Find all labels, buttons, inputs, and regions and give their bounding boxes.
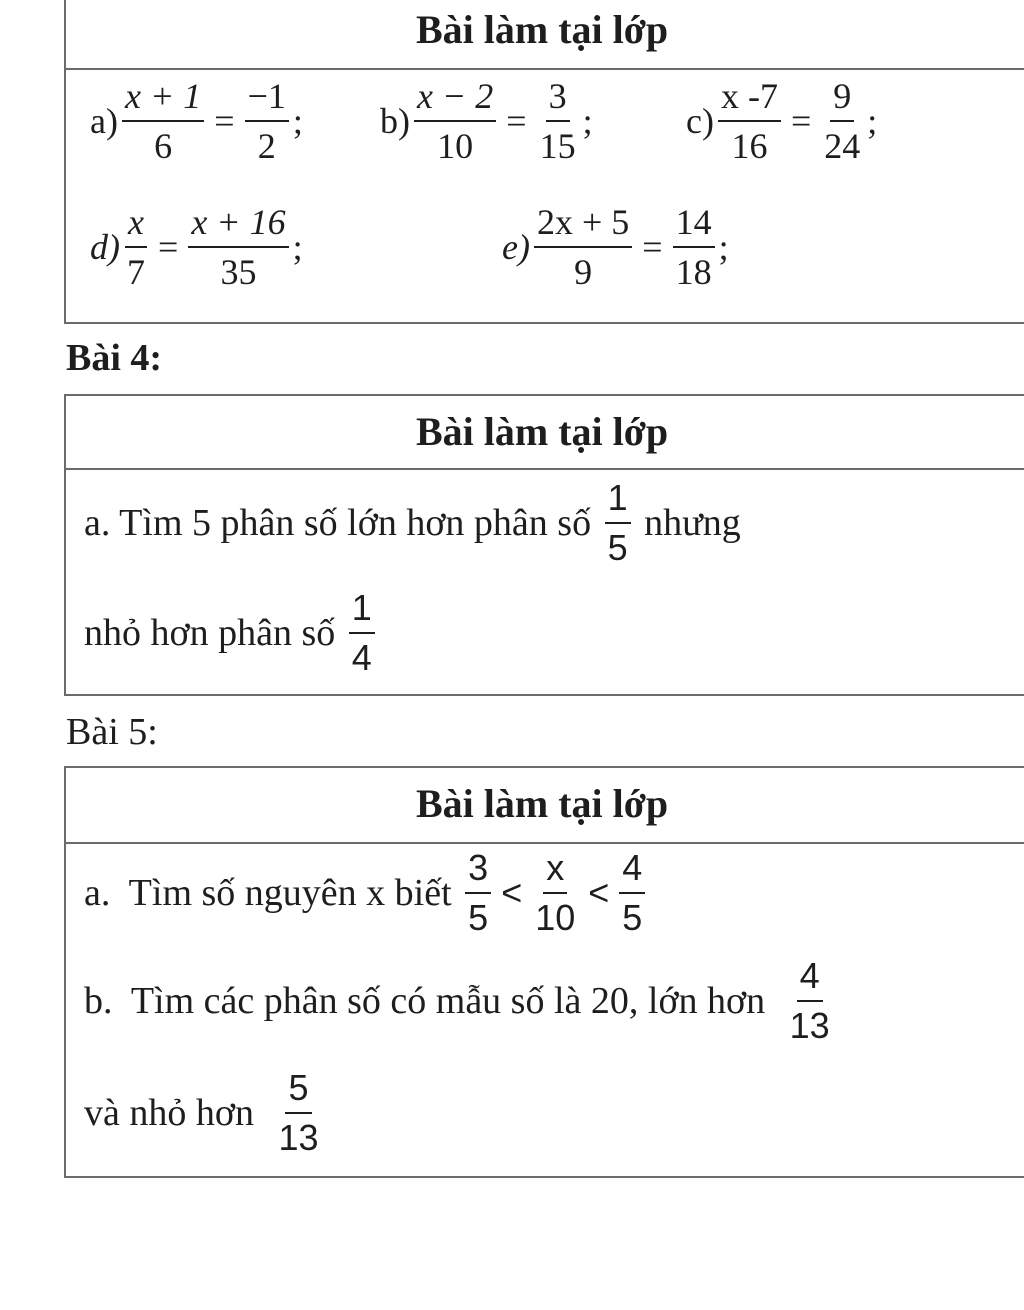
equals-sign: = (506, 101, 527, 141)
fraction (787, 955, 833, 1046)
denominator: 5 (607, 527, 628, 568)
equation-d (90, 204, 303, 290)
problem-text: a. Tìm số nguyên x biết (84, 872, 462, 914)
denominator: 5 (468, 897, 489, 938)
denominator: 2 (257, 126, 276, 166)
semicolon: ; (718, 227, 729, 267)
numerator: 1 (605, 480, 631, 524)
denominator: 24 (824, 126, 861, 166)
numerator: x + 1 (122, 78, 204, 122)
problem-text: nhưng (634, 502, 741, 544)
equation-a (90, 78, 303, 164)
denominator: 13 (278, 1117, 319, 1158)
numerator: x -7 (718, 78, 781, 122)
fraction (718, 78, 781, 164)
numerator: 3 (546, 78, 570, 122)
equation-e (502, 204, 729, 290)
equation-c (686, 78, 877, 164)
fraction (275, 1067, 321, 1158)
denominator: 10 (535, 897, 576, 938)
equation-label: a) (90, 101, 118, 141)
semicolon: ; (867, 101, 878, 141)
fraction (534, 204, 632, 290)
equals-sign: = (642, 227, 663, 267)
exercise-box-1 (64, 0, 1024, 324)
fraction (673, 204, 715, 290)
equation-label: c) (686, 101, 714, 141)
less-than-sign: < (501, 872, 523, 913)
semicolon: ; (292, 227, 303, 267)
exercise-box-bai4 (64, 394, 1024, 696)
numerator: −1 (245, 78, 289, 122)
less-than-sign: < (588, 872, 610, 913)
box-header-title: Bài làm tại lớp (416, 781, 669, 826)
numerator: x − 2 (414, 78, 496, 122)
fraction (124, 204, 148, 290)
denominator: 18 (675, 252, 712, 292)
equation-label: d) (90, 227, 120, 267)
problem-text: và nhỏ hơn (84, 1092, 264, 1134)
denominator: 9 (574, 252, 593, 292)
denominator: 15 (539, 126, 576, 166)
fraction (245, 78, 289, 164)
fraction (349, 587, 375, 678)
numerator: 9 (830, 78, 854, 122)
denominator: 35 (220, 252, 257, 292)
equals-sign: = (158, 227, 179, 267)
bai4-line-2 (84, 587, 379, 678)
fraction (122, 78, 204, 164)
equation-label: e) (502, 227, 530, 267)
box-header (66, 768, 1024, 844)
numerator: x (543, 850, 567, 894)
equals-sign: = (790, 101, 812, 141)
denominator: 6 (154, 126, 173, 166)
problem-text: nhỏ hơn phân số (84, 612, 345, 654)
denominator: 5 (622, 897, 643, 938)
numerator: 4 (797, 958, 823, 1002)
fraction (537, 78, 579, 164)
fraction (619, 847, 645, 938)
fraction (605, 477, 631, 568)
numerator: 3 (465, 850, 491, 894)
box-header (66, 396, 1024, 470)
equation-label: b) (380, 101, 410, 141)
semicolon: ; (292, 101, 303, 141)
bai5-part-c (84, 1067, 326, 1158)
denominator: 13 (789, 1005, 830, 1046)
box-header (66, 0, 1024, 70)
numerator: 4 (619, 850, 645, 894)
denominator: 10 (437, 126, 474, 166)
denominator: 16 (731, 126, 768, 166)
equation-b (380, 78, 593, 164)
numerator: 5 (285, 1070, 311, 1114)
denominator: 7 (127, 252, 145, 292)
problem-text: b. Tìm các phân số có mẫu số là 20, lớn hơn (84, 980, 775, 1022)
fraction (414, 78, 496, 164)
fraction (465, 847, 491, 938)
bai4-heading: Bài 4: (66, 337, 163, 379)
problem-text: a. Tìm 5 phân số lớn hơn phân số (84, 502, 601, 544)
box-header-title: Bài làm tại lớp (416, 7, 669, 52)
semicolon: ; (582, 101, 593, 141)
denominator: 4 (351, 637, 372, 678)
bai5-heading: Bài 5: (66, 711, 158, 753)
equals-sign: = (214, 101, 235, 141)
fraction (188, 204, 288, 290)
box-header-title: Bài làm tại lớp (416, 409, 669, 454)
exercise-box-bai5 (64, 766, 1024, 1178)
bai5-part-b (84, 955, 837, 1046)
numerator: 14 (673, 204, 715, 248)
fraction (532, 847, 578, 938)
fraction (821, 78, 863, 164)
bai4-line-1 (84, 477, 741, 568)
numerator: 2x + 5 (534, 204, 632, 248)
numerator: 1 (349, 590, 375, 634)
numerator: x + 16 (188, 204, 288, 248)
bai5-part-a (84, 847, 649, 938)
numerator: x (125, 204, 147, 248)
